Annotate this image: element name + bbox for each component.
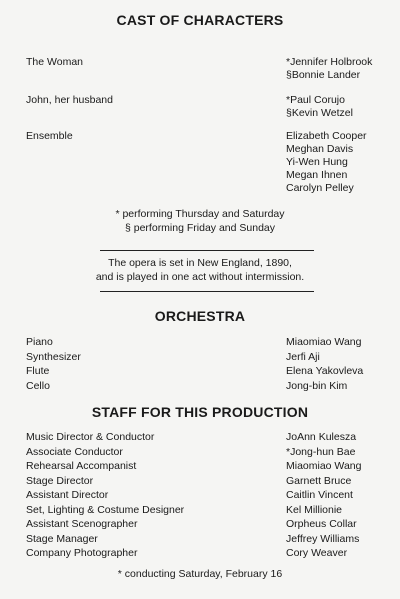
instrument: Cello — [26, 379, 50, 392]
staff-position: Assistant Director — [26, 489, 109, 501]
role-name: Ensemble — [26, 130, 73, 142]
divider-top — [100, 250, 314, 251]
staff-heading: STAFF FOR THIS PRODUCTION — [91, 404, 309, 420]
instrument: Piano — [26, 336, 53, 348]
instrument: Synthesizer — [26, 350, 81, 363]
staff-person: Kel Millionie — [286, 503, 343, 516]
staff-position-list — [26, 430, 184, 561]
performer-name: §Kevin Wetzel — [286, 107, 353, 119]
cast-heading: CAST OF CHARACTERS — [116, 12, 284, 28]
divider-bottom — [100, 291, 314, 292]
staff-position: Associate Conductor — [26, 445, 123, 458]
setting-line: and is played in one act without intermission. — [95, 271, 305, 283]
staff-position: Music Director & Conductor — [26, 431, 155, 443]
performer-name: *Paul Corujo — [286, 94, 345, 106]
performance-note: * performing Thursday and Saturday — [115, 208, 285, 220]
performer-name: Carolyn Pelley — [286, 182, 354, 194]
role-name: The Woman — [26, 56, 83, 68]
performer-name: Elizabeth Cooper — [286, 130, 367, 142]
instrument-list — [26, 335, 81, 393]
performer-name: §Bonnie Lander — [286, 69, 361, 81]
staff-people-list — [286, 430, 361, 561]
setting-line: The opera is set in New England, 1890, — [108, 257, 292, 269]
instrument: Flute — [26, 365, 50, 377]
player-name: Jong-bin Kim — [286, 379, 348, 392]
staff-person: Jeffrey Williams — [286, 532, 360, 545]
role-name: John, her husband — [26, 94, 113, 106]
performer-list — [286, 130, 367, 195]
performance-note: § performing Friday and Sunday — [125, 222, 275, 234]
staff-person: Cory Weaver — [286, 547, 348, 559]
staff-position: Stage Director — [26, 474, 94, 487]
staff-position: Company Photographer — [26, 547, 138, 559]
staff-person: *Jong-hun Bae — [286, 445, 356, 458]
staff-person: Garnett Bruce — [286, 474, 352, 487]
staff-position: Assistant Scenographer — [26, 518, 138, 530]
performer-name: Megan Ihnen — [286, 169, 348, 181]
orchestra-heading: ORCHESTRA — [154, 308, 246, 324]
staff-person: Caitlin Vincent — [286, 489, 353, 501]
player-name: Elena Yakovleva — [286, 365, 364, 377]
performer-list — [286, 56, 372, 82]
performer-name: *Jennifer Holbrook — [286, 56, 373, 68]
staff-position: Rehearsal Accompanist — [26, 460, 137, 472]
staff-position: Stage Manager — [26, 532, 98, 545]
player-name: Miaomiao Wang — [286, 336, 362, 348]
performer-name: Yi-Wen Hung — [286, 156, 348, 168]
staff-position: Set, Lighting & Costume Designer — [26, 503, 185, 516]
staff-person: Orpheus Collar — [286, 518, 357, 530]
conducting-note: * conducting Saturday, February 16 — [117, 568, 283, 580]
performer-list — [286, 94, 353, 120]
player-list — [286, 335, 363, 393]
player-name: Jerfi Aji — [286, 350, 320, 363]
staff-person: Miaomiao Wang — [286, 460, 362, 472]
staff-person: JoAnn Kulesza — [286, 431, 357, 443]
performer-name: Meghan Davis — [286, 143, 354, 155]
